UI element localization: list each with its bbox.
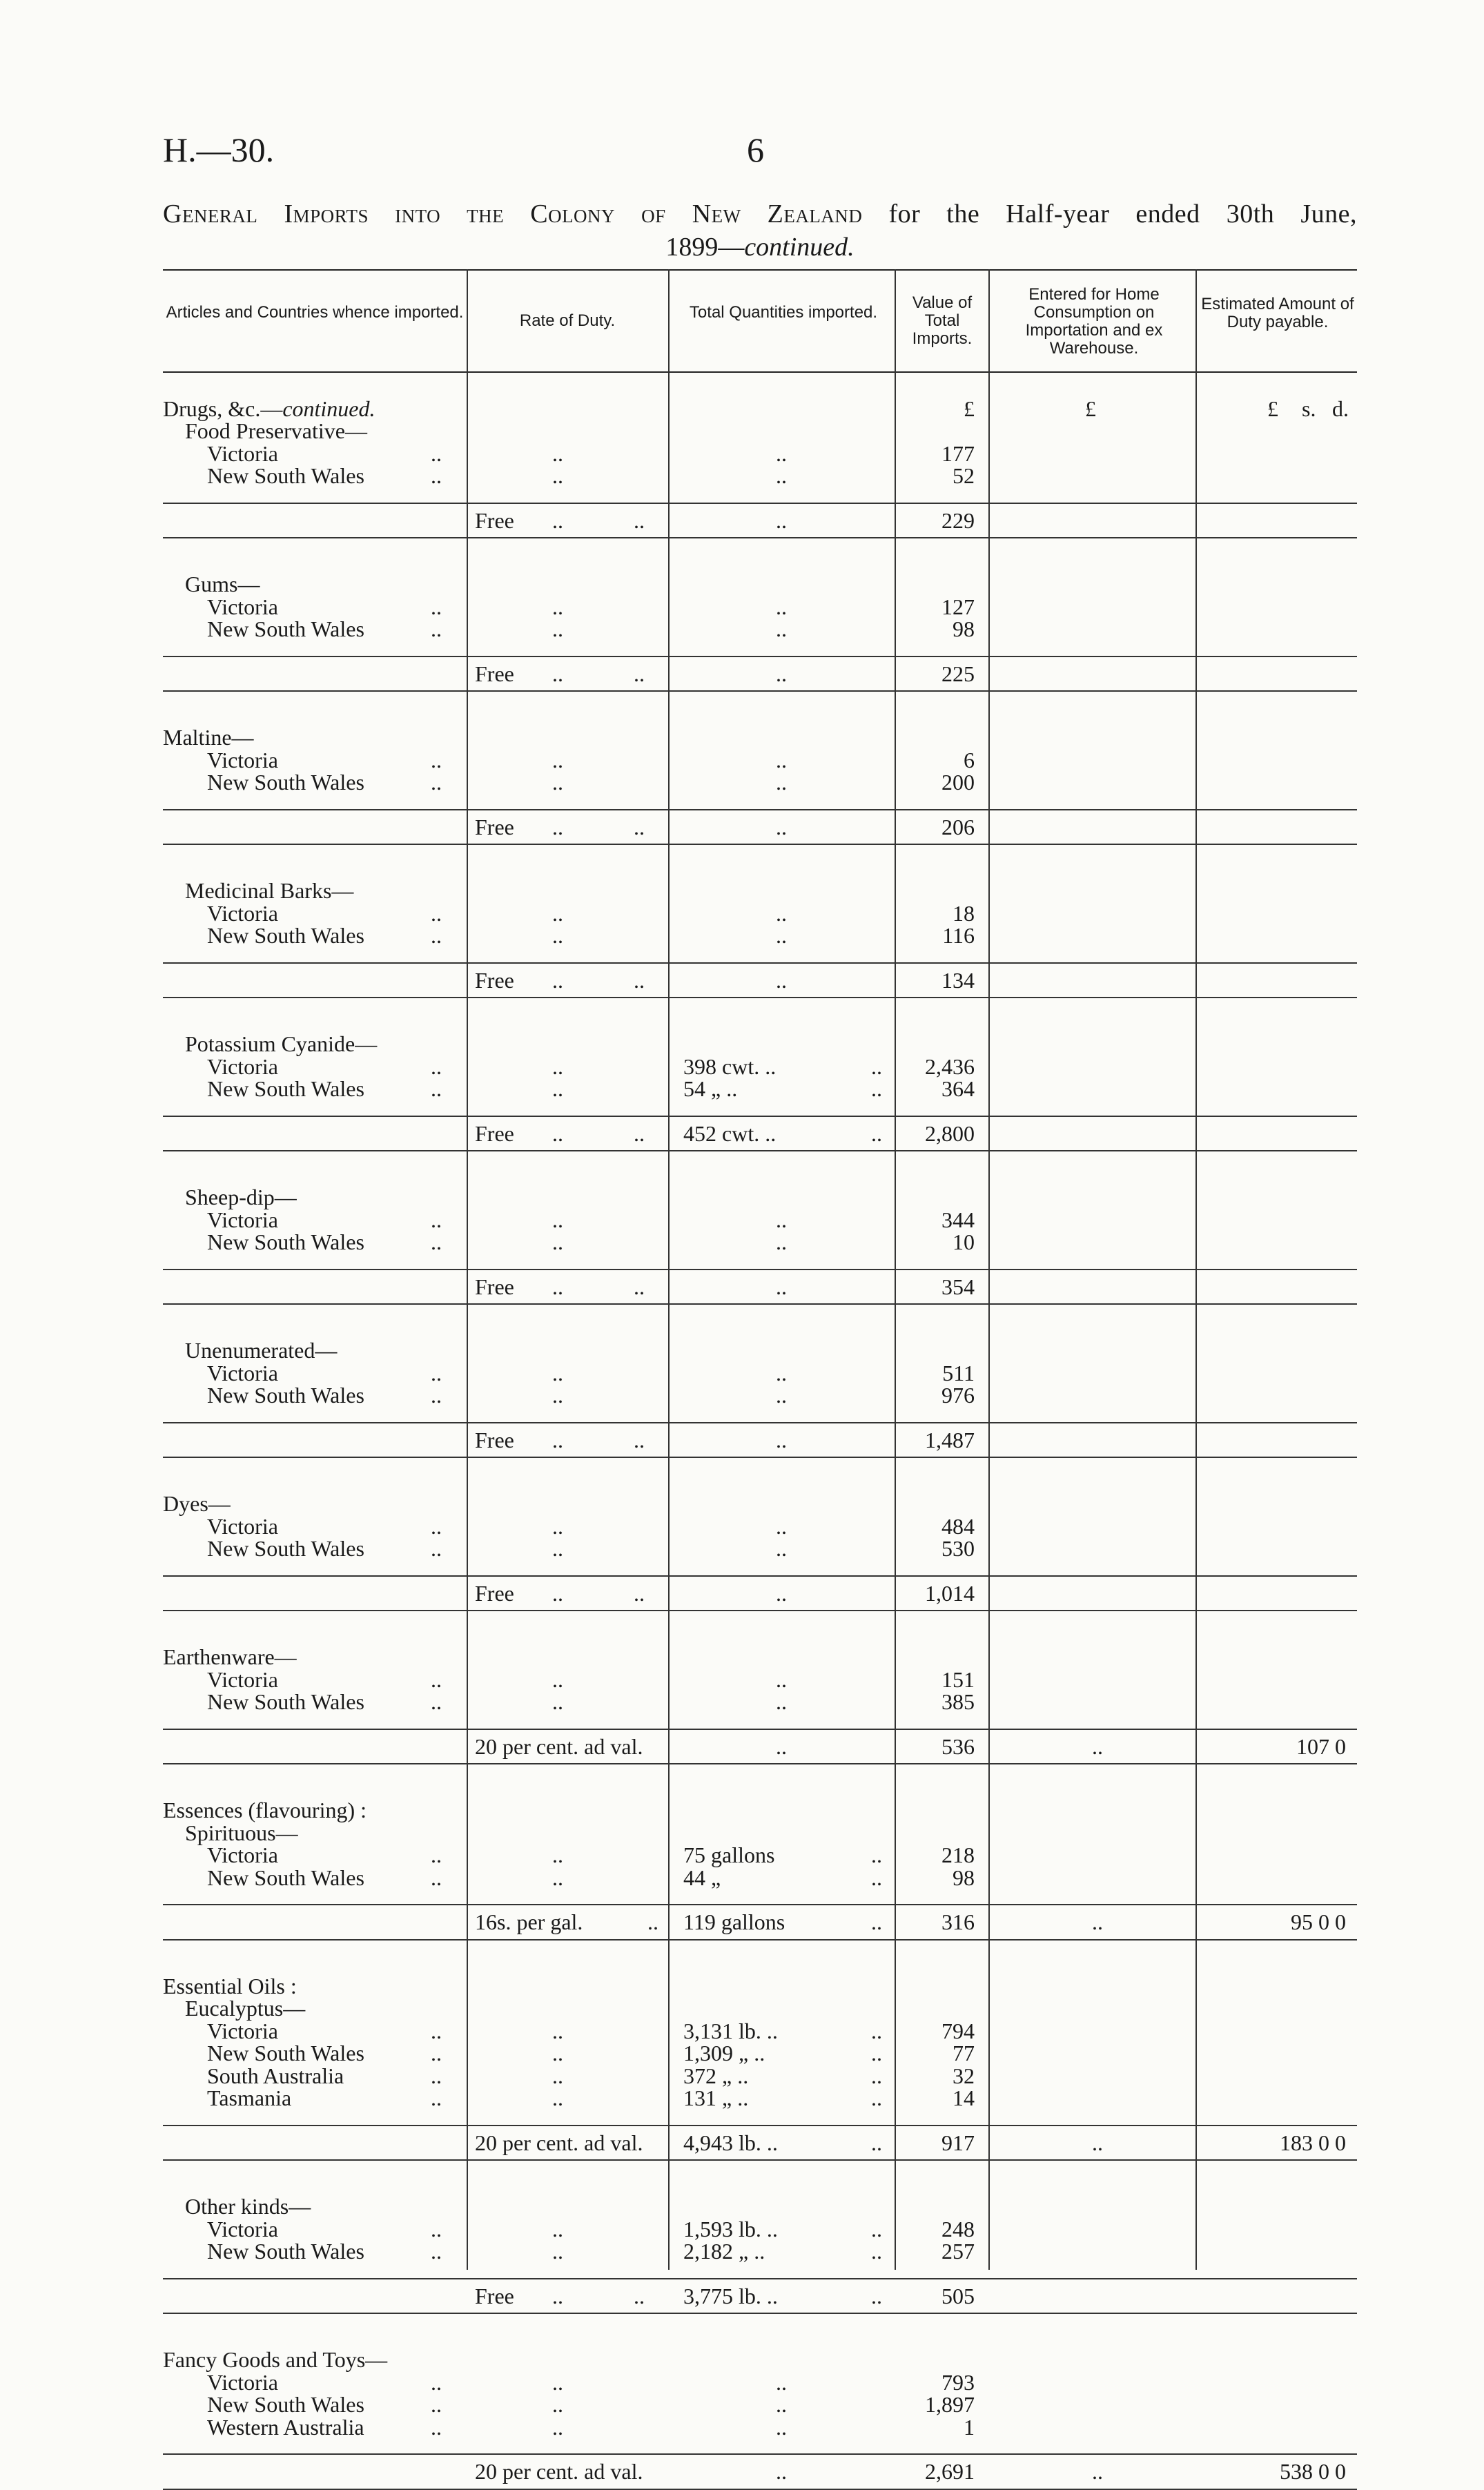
table-title-line2: [163, 232, 1357, 262]
value-total: 536: [941, 1733, 975, 1759]
country-name: New South Wales: [207, 1536, 364, 1561]
rate-dots: ..: [552, 770, 563, 795]
qty-dots: ..: [776, 1513, 787, 1539]
rate-dots: ..: [634, 967, 645, 993]
quantity-total: 452 cwt. ..: [683, 1120, 777, 1146]
value-cell: 200: [941, 770, 975, 795]
qty-dots: ..: [776, 616, 787, 641]
country-name: New South Wales: [207, 923, 364, 948]
rate-dots: ..: [634, 661, 645, 686]
leader-dots: ..: [431, 1689, 442, 1714]
rate-dots: ..: [552, 1076, 563, 1101]
value-cell: 364: [941, 1076, 975, 1101]
quantity-cell: 2,182 „ ..: [683, 2239, 765, 2264]
qty-dots: ..: [776, 770, 787, 795]
qty-dots: ..: [776, 594, 787, 619]
qty-dots: ..: [871, 1909, 882, 1934]
rate-dots: ..: [552, 1842, 563, 1867]
value-total: 1,014: [925, 1580, 975, 1606]
rate-dots: ..: [552, 1229, 563, 1254]
group-rule: [163, 997, 1357, 998]
value-total: 2,691: [925, 2459, 975, 2484]
rate-dots: ..: [552, 661, 563, 686]
value-total: 206: [941, 814, 975, 839]
leader-dots: ..: [431, 1383, 442, 1408]
value-cell: 385: [941, 1689, 975, 1714]
group-rule: [163, 2489, 1357, 2490]
qty-dots: ..: [776, 1666, 787, 1692]
rate-dots: ..: [552, 1689, 563, 1714]
group-rule: [163, 844, 1357, 845]
group-rule: [163, 1150, 1357, 1151]
value-total: 917: [941, 2130, 975, 2155]
rate-dots: ..: [552, 2085, 563, 2110]
quantity-cell: 1,593 lb. ..: [683, 2216, 778, 2241]
duty-cell: 183 0 0: [1280, 2130, 1346, 2155]
rate-dots: ..: [634, 1580, 645, 1606]
value-cell: 77: [953, 2041, 975, 2065]
quantity-cell: 1,309 „ ..: [683, 2041, 765, 2065]
group-name: Maltine—: [163, 725, 254, 750]
value-cell: 18: [953, 900, 975, 926]
leader-dots: ..: [431, 1053, 442, 1079]
leader-dots: ..: [431, 1513, 442, 1539]
value-cell: 151: [941, 1666, 975, 1692]
value-cell: 14: [953, 2085, 975, 2110]
header-top-rule: [163, 269, 1357, 271]
value-cell: 793: [941, 2369, 975, 2395]
qty-dots: ..: [871, 1120, 882, 1146]
leader-dots: ..: [431, 2018, 442, 2043]
value-cell: 6: [964, 747, 975, 772]
rate-dots: ..: [552, 440, 563, 466]
leader-dots: ..: [431, 2392, 442, 2417]
country-name: New South Wales: [207, 1865, 364, 1890]
entered-cell: ..: [1092, 1733, 1103, 1759]
header-duty: Estimated Amount of Duty payable.: [1201, 295, 1354, 331]
group-rule: [163, 1610, 1357, 1611]
country-name: Western Australia: [207, 2414, 364, 2440]
subtotal-rule: [163, 809, 1357, 810]
leader-dots: ..: [431, 1666, 442, 1692]
value-cell: 344: [941, 1207, 975, 1232]
country-name: Victoria: [207, 1842, 278, 1867]
group-rule: [163, 690, 1357, 692]
duty-cell: 538 0 0: [1280, 2459, 1346, 2484]
value-cell: 530: [941, 1536, 975, 1561]
leader-dots: ..: [431, 1842, 442, 1867]
qty-dots: ..: [776, 661, 787, 686]
value-cell: 218: [941, 1842, 975, 1867]
leader-dots: ..: [431, 1207, 442, 1232]
rate-dots: ..: [552, 1383, 563, 1408]
value-total: 2,800: [925, 1120, 975, 1146]
country-name: New South Wales: [207, 2392, 364, 2417]
leader-dots: ..: [431, 594, 442, 619]
group-rule: [163, 537, 1357, 538]
subtotal-rule: [163, 656, 1357, 657]
leader-dots: ..: [431, 2085, 442, 2110]
country-name: Victoria: [207, 900, 278, 926]
rate-dots: ..: [634, 814, 645, 839]
duty-unit-shillings: s.: [1302, 396, 1316, 421]
leader-dots: ..: [431, 770, 442, 795]
rate-dots: ..: [552, 2369, 563, 2395]
qty-dots: ..: [871, 2130, 882, 2155]
country-name: Victoria: [207, 594, 278, 619]
title-prefix: General Imports into the Colony of: [163, 200, 666, 228]
rate-dots: ..: [552, 1666, 563, 1692]
value-cell: 98: [953, 1865, 975, 1890]
rate-dots: ..: [552, 594, 563, 619]
group-rule: [163, 1939, 1357, 1941]
country-name: Tasmania: [207, 2085, 292, 2110]
header-rate: Rate of Duty.: [519, 311, 616, 330]
qty-dots: ..: [776, 1383, 787, 1408]
rate-cell: Free: [475, 1427, 514, 1452]
duty-cell: 95 0 0: [1291, 1909, 1346, 1934]
rate-dots: ..: [552, 967, 563, 993]
entered-cell: ..: [1092, 1909, 1103, 1934]
qty-dots: ..: [776, 1733, 787, 1759]
value-cell: 2,436: [925, 1053, 975, 1079]
country-name: Victoria: [207, 1053, 278, 1079]
leader-dots: ..: [431, 1076, 442, 1101]
leader-dots: ..: [431, 2239, 442, 2264]
group-name: Fancy Goods and Toys—: [163, 2347, 388, 2372]
rate-dots: ..: [552, 1536, 563, 1561]
header-value: Value of Total Imports.: [912, 293, 973, 348]
rate-cell: 20 per cent. ad val.: [475, 2459, 643, 2484]
qty-dots: ..: [871, 2085, 882, 2110]
country-name: Victoria: [207, 1666, 278, 1692]
quantity-cell: 75 gallons: [683, 1842, 775, 1867]
country-name: New South Wales: [207, 770, 364, 795]
leader-dots: ..: [431, 1229, 442, 1254]
leader-dots: ..: [431, 900, 442, 926]
rate-dots: ..: [552, 616, 563, 641]
header-bottom-rule: [163, 371, 1357, 373]
rate-cell: Free: [475, 1580, 514, 1606]
qty-dots: ..: [776, 1580, 787, 1606]
quantity-cell: 44 „: [683, 1865, 721, 1890]
group-name: Medicinal Barks—: [185, 878, 354, 903]
qty-dots: ..: [776, 923, 787, 948]
rate-cell: Free: [475, 967, 514, 993]
rate-dots: ..: [552, 1207, 563, 1232]
rate-dots: ..: [634, 2283, 645, 2308]
group-name: Other kinds—: [185, 2194, 311, 2219]
country-name: South Australia: [207, 2063, 344, 2088]
entered-cell: ..: [1092, 2130, 1103, 2155]
leader-dots: ..: [431, 2369, 442, 2395]
group-subname: Spirituous—: [185, 1820, 298, 1845]
value-total: 354: [941, 1274, 975, 1299]
qty-dots: ..: [776, 463, 787, 488]
rate-dots: ..: [552, 2063, 563, 2088]
rate-dots: ..: [552, 1580, 563, 1606]
group-name: Unenumerated—: [185, 1338, 338, 1363]
value-cell: 257: [941, 2239, 975, 2264]
country-name: Victoria: [207, 2369, 278, 2395]
qty-dots: ..: [871, 2063, 882, 2088]
rate-cell: Free: [475, 661, 514, 686]
rate-cell: Free: [475, 2283, 514, 2308]
qty-dots: ..: [776, 440, 787, 466]
qty-dots: ..: [776, 1229, 787, 1254]
value-total: 505: [941, 2283, 975, 2308]
leader-dots: ..: [431, 2041, 442, 2065]
quantity-total: 4,943 lb. ..: [683, 2130, 778, 2155]
qty-dots: ..: [871, 1842, 882, 1867]
duty-unit-pence: d.: [1332, 396, 1349, 421]
header-quantities: Total Quantities imported.: [689, 303, 878, 322]
rate-dots: ..: [552, 814, 563, 839]
rate-dots: ..: [634, 1427, 645, 1452]
country-name: Victoria: [207, 440, 278, 466]
group-name: Dyes—: [163, 1491, 231, 1516]
qty-dots: ..: [776, 2459, 787, 2484]
group-name: Gums—: [185, 572, 260, 596]
rate-cell: Free: [475, 1120, 514, 1146]
value-unit: £: [964, 396, 975, 421]
rate-dots: ..: [552, 1427, 563, 1452]
rate-cell: Free: [475, 1274, 514, 1299]
rate-dots: ..: [552, 1120, 563, 1146]
country-name: Victoria: [207, 2216, 278, 2241]
header-articles: Articles and Countries whence imported.: [166, 303, 464, 322]
value-cell: 177: [941, 440, 975, 466]
leader-dots: ..: [431, 1865, 442, 1890]
qty-dots: ..: [871, 1053, 882, 1079]
value-total: 1,487: [925, 1427, 975, 1452]
rate-dots: ..: [552, 2283, 563, 2308]
quantity-total: 119 gallons: [683, 1909, 785, 1934]
quantity-cell: 3,131 lb. ..: [683, 2018, 778, 2043]
group-name: Essential Oils :: [163, 1973, 297, 1998]
rate-dots: ..: [552, 2018, 563, 2043]
value-cell: 794: [941, 2018, 975, 2043]
rate-dots: ..: [552, 1274, 563, 1299]
qty-dots: ..: [776, 814, 787, 839]
section-heading: [163, 398, 375, 420]
subtotal-rule: [163, 1904, 1357, 1905]
qty-dots: ..: [871, 2041, 882, 2065]
rate-dots: ..: [552, 747, 563, 772]
group-rule: [163, 1763, 1357, 1764]
rate-dots: ..: [552, 900, 563, 926]
value-cell: 248: [941, 2216, 975, 2241]
qty-dots: ..: [776, 2369, 787, 2395]
rate-dots: ..: [552, 2414, 563, 2440]
rate-dots: ..: [552, 1053, 563, 1079]
value-cell: 976: [941, 1383, 975, 1408]
qty-dots: ..: [871, 2239, 882, 2264]
value-total: 225: [941, 661, 975, 686]
qty-dots: ..: [776, 1427, 787, 1452]
qty-dots: ..: [776, 1360, 787, 1385]
rate-cell: Free: [475, 507, 514, 533]
value-total: 316: [941, 1909, 975, 1934]
group-name: Sheep-dip—: [185, 1185, 297, 1209]
table-title: [163, 199, 1357, 229]
value-cell: 98: [953, 616, 975, 641]
qty-dots: ..: [776, 1274, 787, 1299]
rate-cell: 20 per cent. ad val.: [475, 1733, 643, 1759]
header-entered: Entered for Home Consumption on Importation and ex Warehouse.: [1025, 285, 1163, 358]
value-total: 134: [941, 967, 975, 993]
leader-dots: ..: [431, 747, 442, 772]
value-cell: 1: [964, 2414, 975, 2440]
leader-dots: ..: [431, 1360, 442, 1385]
country-name: New South Wales: [207, 463, 364, 488]
group-rule: [163, 1303, 1357, 1305]
value-cell: 10: [953, 1229, 975, 1254]
group-subname: Eucalyptus—: [185, 1996, 306, 2021]
subtotal-rule: [163, 2125, 1357, 2126]
rate-dots: ..: [552, 2239, 563, 2264]
subtotal-rule: [163, 962, 1357, 964]
subtotal-rule: [163, 2453, 1357, 2455]
quantity-cell: 131 „ ..: [683, 2085, 749, 2110]
qty-dots: ..: [871, 2018, 882, 2043]
page-reference: H.—30.: [163, 130, 275, 169]
leader-dots: ..: [431, 2414, 442, 2440]
rate-dots: ..: [552, 507, 563, 533]
group-rule: [163, 2159, 1357, 2161]
country-name: New South Wales: [207, 2239, 364, 2264]
qty-dots: ..: [776, 1207, 787, 1232]
qty-dots: ..: [871, 1076, 882, 1101]
duty-cell: 107 0: [1296, 1733, 1346, 1759]
value-cell: 127: [941, 594, 975, 619]
qty-dots: ..: [776, 507, 787, 533]
value-cell: 116: [942, 923, 975, 948]
value-cell: 52: [953, 463, 975, 488]
section-label: Drugs, &c.—: [163, 396, 283, 421]
rate-dots: ..: [552, 1865, 563, 1890]
subtotal-rule: [163, 1269, 1357, 1270]
section-continued: continued.: [282, 396, 375, 421]
rate-dots: ..: [634, 1274, 645, 1299]
quantity-cell: 54 „ ..: [683, 1076, 738, 1101]
subtotal-rule: [163, 1729, 1357, 1730]
rate-dots: ..: [647, 1909, 658, 1934]
country-name: Victoria: [207, 1360, 278, 1385]
quantity-cell: 398 cwt. ..: [683, 1053, 777, 1079]
rate-dots: ..: [552, 2041, 563, 2065]
country-name: New South Wales: [207, 1076, 364, 1101]
qty-dots: ..: [776, 2392, 787, 2417]
duty-unit-pounds: £: [1267, 396, 1278, 421]
rate-dots: ..: [634, 507, 645, 533]
title-continued: continued.: [744, 233, 855, 262]
qty-dots: ..: [871, 2283, 882, 2308]
leader-dots: ..: [431, 440, 442, 466]
title-country: New Zealand: [692, 200, 863, 228]
rate-dots: ..: [552, 463, 563, 488]
value-cell: 32: [953, 2063, 975, 2088]
group-name: Earthenware—: [163, 1644, 297, 1669]
quantity-total: 3,775 lb. ..: [683, 2283, 778, 2308]
entered-cell: ..: [1092, 2459, 1103, 2484]
subtotal-rule: [163, 1575, 1357, 1577]
group-name: Potassium Cyanide—: [185, 1031, 378, 1056]
subtotal-rule: [163, 1116, 1357, 1117]
rate-dots: ..: [552, 2216, 563, 2241]
country-name: New South Wales: [207, 1689, 364, 1714]
leader-dots: ..: [431, 2063, 442, 2088]
quantity-cell: 372 „ ..: [683, 2063, 749, 2088]
rate-dots: ..: [552, 923, 563, 948]
leader-dots: ..: [431, 923, 442, 948]
country-name: Victoria: [207, 747, 278, 772]
subtotal-rule: [163, 2278, 1357, 2279]
qty-dots: ..: [871, 2216, 882, 2241]
leader-dots: ..: [431, 616, 442, 641]
title-year: 1899—: [665, 233, 745, 262]
group-rule: [163, 1457, 1357, 1458]
country-name: New South Wales: [207, 2041, 364, 2065]
qty-dots: ..: [776, 967, 787, 993]
qty-dots: ..: [776, 1689, 787, 1714]
subtotal-rule: [163, 503, 1357, 504]
leader-dots: ..: [431, 463, 442, 488]
rate-dots: ..: [634, 1120, 645, 1146]
country-name: Victoria: [207, 1513, 278, 1539]
rate-cell: Free: [475, 814, 514, 839]
qty-dots: ..: [776, 1536, 787, 1561]
rate-cell: 16s. per gal.: [475, 1909, 583, 1934]
group-name: Food Preservative—: [185, 418, 367, 443]
leader-dots: ..: [431, 1536, 442, 1561]
qty-dots: ..: [776, 2414, 787, 2440]
entered-unit: £: [1085, 396, 1096, 421]
page-number: 6: [747, 130, 764, 169]
country-name: Victoria: [207, 1207, 278, 1232]
leader-dots: ..: [431, 2216, 442, 2241]
qty-dots: ..: [776, 900, 787, 926]
group-rule: [163, 2313, 1357, 2314]
group-name: Essences (flavouring) :: [163, 1798, 367, 1822]
rate-dots: ..: [552, 2392, 563, 2417]
value-cell: 511: [942, 1360, 975, 1385]
value-total: 229: [941, 507, 975, 533]
rate-dots: ..: [552, 1360, 563, 1385]
country-name: New South Wales: [207, 1229, 364, 1254]
qty-dots: ..: [776, 747, 787, 772]
rate-cell: 20 per cent. ad val.: [475, 2130, 643, 2155]
country-name: New South Wales: [207, 1383, 364, 1408]
title-suffix: for the Half-year ended 30th June,: [888, 200, 1357, 228]
country-name: New South Wales: [207, 616, 364, 641]
country-name: Victoria: [207, 2018, 278, 2043]
value-cell: 1,897: [925, 2392, 975, 2417]
value-cell: 484: [941, 1513, 975, 1539]
rate-dots: ..: [552, 1513, 563, 1539]
subtotal-rule: [163, 1422, 1357, 1423]
qty-dots: ..: [871, 1865, 882, 1890]
